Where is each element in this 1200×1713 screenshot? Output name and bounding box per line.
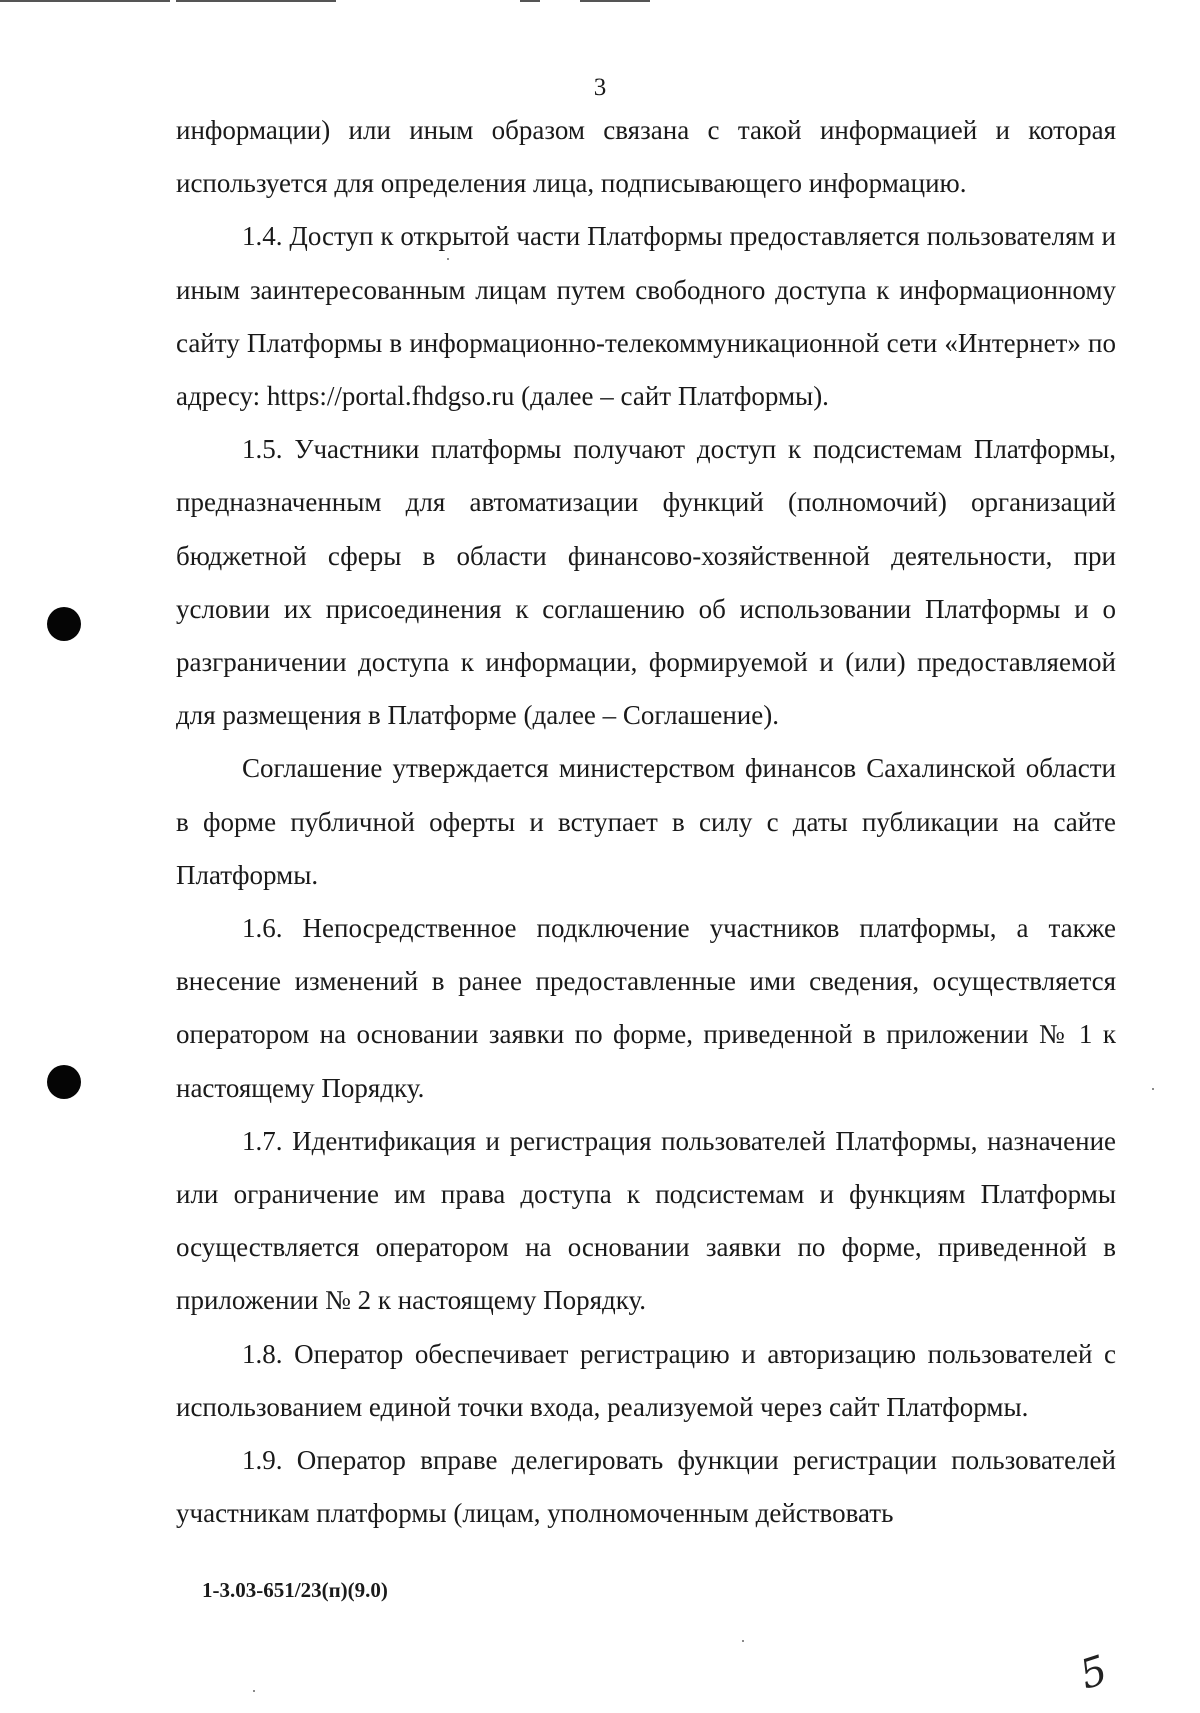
paragraph-1-8: 1.8. Оператор обеспечивает регистрацию и авторизацию пользователей с использованием единой точки входа, реализуемой через сайт Платформы. [176,1338,1116,1422]
page-number: 3 [593,74,607,101]
paragraph-1-6: 1.6. Непосредственное подключение участников платформы, а также внесение изменений в ранее предоставленные ими сведения, осуществляется оператором на основании заявки по форме, приведенной в приложении № 1 к настоящему Порядку. [176,913,1116,1103]
paragraph-1-4: 1.4. Доступ к открытой части Платформы предоставляется пользователям и иным заинтересованным лицам путем свободного доступа к информационному сайту Платформы в информационно-телекоммуникационной сети «Интернет» по адресу: https://portal.fhdgso.ru (далее – сайт Платформы). [176,221,1116,412]
scan-edge-segment [176,0,336,2]
scan-top-edge [0,0,1200,3]
paragraph-agreement: Соглашение утверждается министерством финансов Сахалинской области в форме публичной оферты и вступает в силу с даты публикации на сайте Платформы. [176,753,1116,890]
punch-hole [47,1065,81,1099]
document-body [176,104,1116,1540]
scan-speck [447,258,449,260]
scan-edge-segment [520,0,540,2]
scan-edge-segment [580,0,650,2]
punch-hole [47,607,81,641]
scan-edge-segment [0,0,170,2]
paragraph-continuation: информации) или иным образом связана с такой информацией и которая используется для определения лица, подписывающего информацию. [176,115,1116,199]
scan-speck [1152,1088,1154,1090]
scan-speck [742,1640,744,1642]
document-code: 1-3.03-651/23(п)(9.0) [202,1578,388,1602]
paragraph-1-7: 1.7. Идентификация и регистрация пользователей Платформы, назначение или ограничение им права доступа к подсистемам и функциям Платформы осуществляется оператором на основании заявки по форме, приведенной в приложении № 2 к настоящему Порядку. [176,1125,1116,1316]
paragraph-1-5: 1.5. Участники платформы получают доступ к подсистемам Платформы, предназначенным для автоматизации функций (полномочий) организаций бюджетной сферы в области финансово-хозяйственной деятельности, при условии их присоединения к соглашению об использовании Платформы и о разграничении доступа к информации, формируемой и (или) предоставляемой для размещения в Платформе (далее – Соглашение). [176,434,1116,731]
scan-speck [253,1690,255,1692]
paragraph-1-9: 1.9. Оператор вправе делегировать функции регистрации пользователей участникам платформы (лицам, уполномоченным действовать [176,1445,1116,1529]
handwritten-sheet-number: 5 [1074,1647,1113,1699]
